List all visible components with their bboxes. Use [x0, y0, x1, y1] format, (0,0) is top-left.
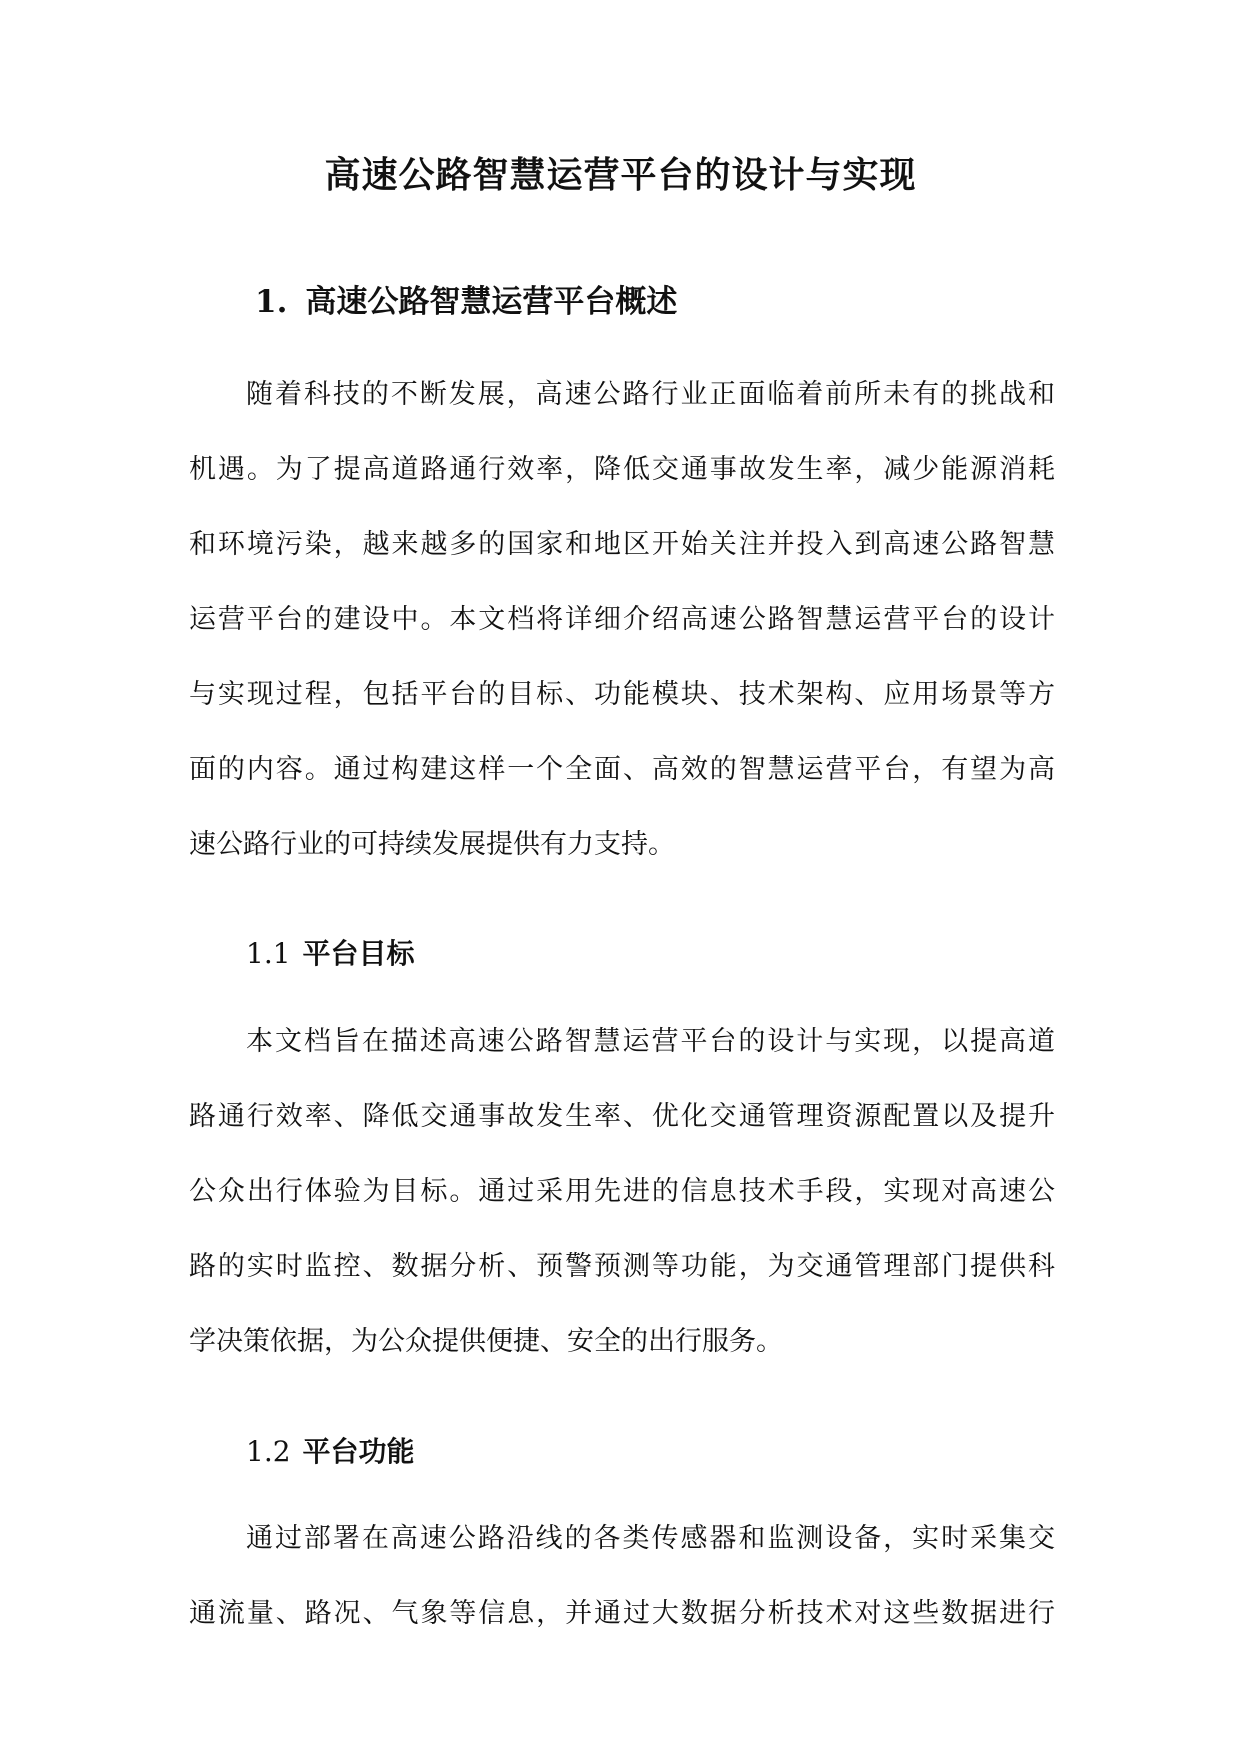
section-1-paragraph: [189, 357, 1055, 882]
section-1-1-title: 平台目标: [302, 937, 415, 970]
paragraph-line: 速公路行业的可持续发展提供有力支持。: [189, 829, 675, 860]
section-1-title: 高速公路智慧运营平台概述: [305, 284, 678, 320]
paragraph-line: 和环境污染，越来越多的国家和地区开始关注并投入到高速公路智慧: [189, 529, 1055, 560]
section-1-number: 1.: [255, 284, 288, 320]
section-1-2-heading: [246, 1434, 415, 1470]
paragraph-line: 路通行效率、降低交通事故发生率、优化交通管理资源配置以及提升: [189, 1101, 1055, 1132]
paragraph-line: 通过部署在高速公路沿线的各类传感器和监测设备，实时采集交: [246, 1523, 1055, 1554]
document-title: 高速公路智慧运营平台的设计与实现: [324, 154, 917, 196]
section-1-1-paragraph: [189, 1004, 1055, 1379]
paragraph-line: 机遇。为了提高道路通行效率，降低交通事故发生率，减少能源消耗: [189, 454, 1055, 485]
paragraph-line: 随着科技的不断发展，高速公路行业正面临着前所未有的挑战和: [246, 379, 1055, 410]
section-1-2-paragraph: [189, 1501, 1055, 1651]
paragraph-line: 本文档旨在描述高速公路智慧运营平台的设计与实现，以提高道: [246, 1026, 1055, 1057]
section-1-2-number: 1.2: [246, 1435, 291, 1468]
paragraph-line: 面的内容。通过构建这样一个全面、高效的智慧运营平台，有望为高: [189, 754, 1055, 785]
section-1-1-heading: [246, 936, 415, 972]
paragraph-line: 学决策依据，为公众提供便捷、安全的出行服务。: [189, 1326, 783, 1357]
section-1-1-number: 1.1: [246, 937, 291, 970]
section-1-2-title: 平台功能: [302, 1435, 415, 1468]
paragraph-line: 路的实时监控、数据分析、预警预测等功能，为交通管理部门提供科: [189, 1251, 1055, 1282]
paragraph-line: 通流量、路况、气象等信息，并通过大数据分析技术对这些数据进行: [189, 1598, 1055, 1629]
paragraph-line: 公众出行体验为目标。通过采用先进的信息技术手段，实现对高速公: [189, 1176, 1055, 1207]
paragraph-line: 与实现过程，包括平台的目标、功能模块、技术架构、应用场景等方: [189, 679, 1055, 710]
paragraph-line: 运营平台的建设中。本文档将详细介绍高速公路智慧运营平台的设计: [189, 604, 1055, 635]
section-1-heading: [255, 282, 677, 322]
